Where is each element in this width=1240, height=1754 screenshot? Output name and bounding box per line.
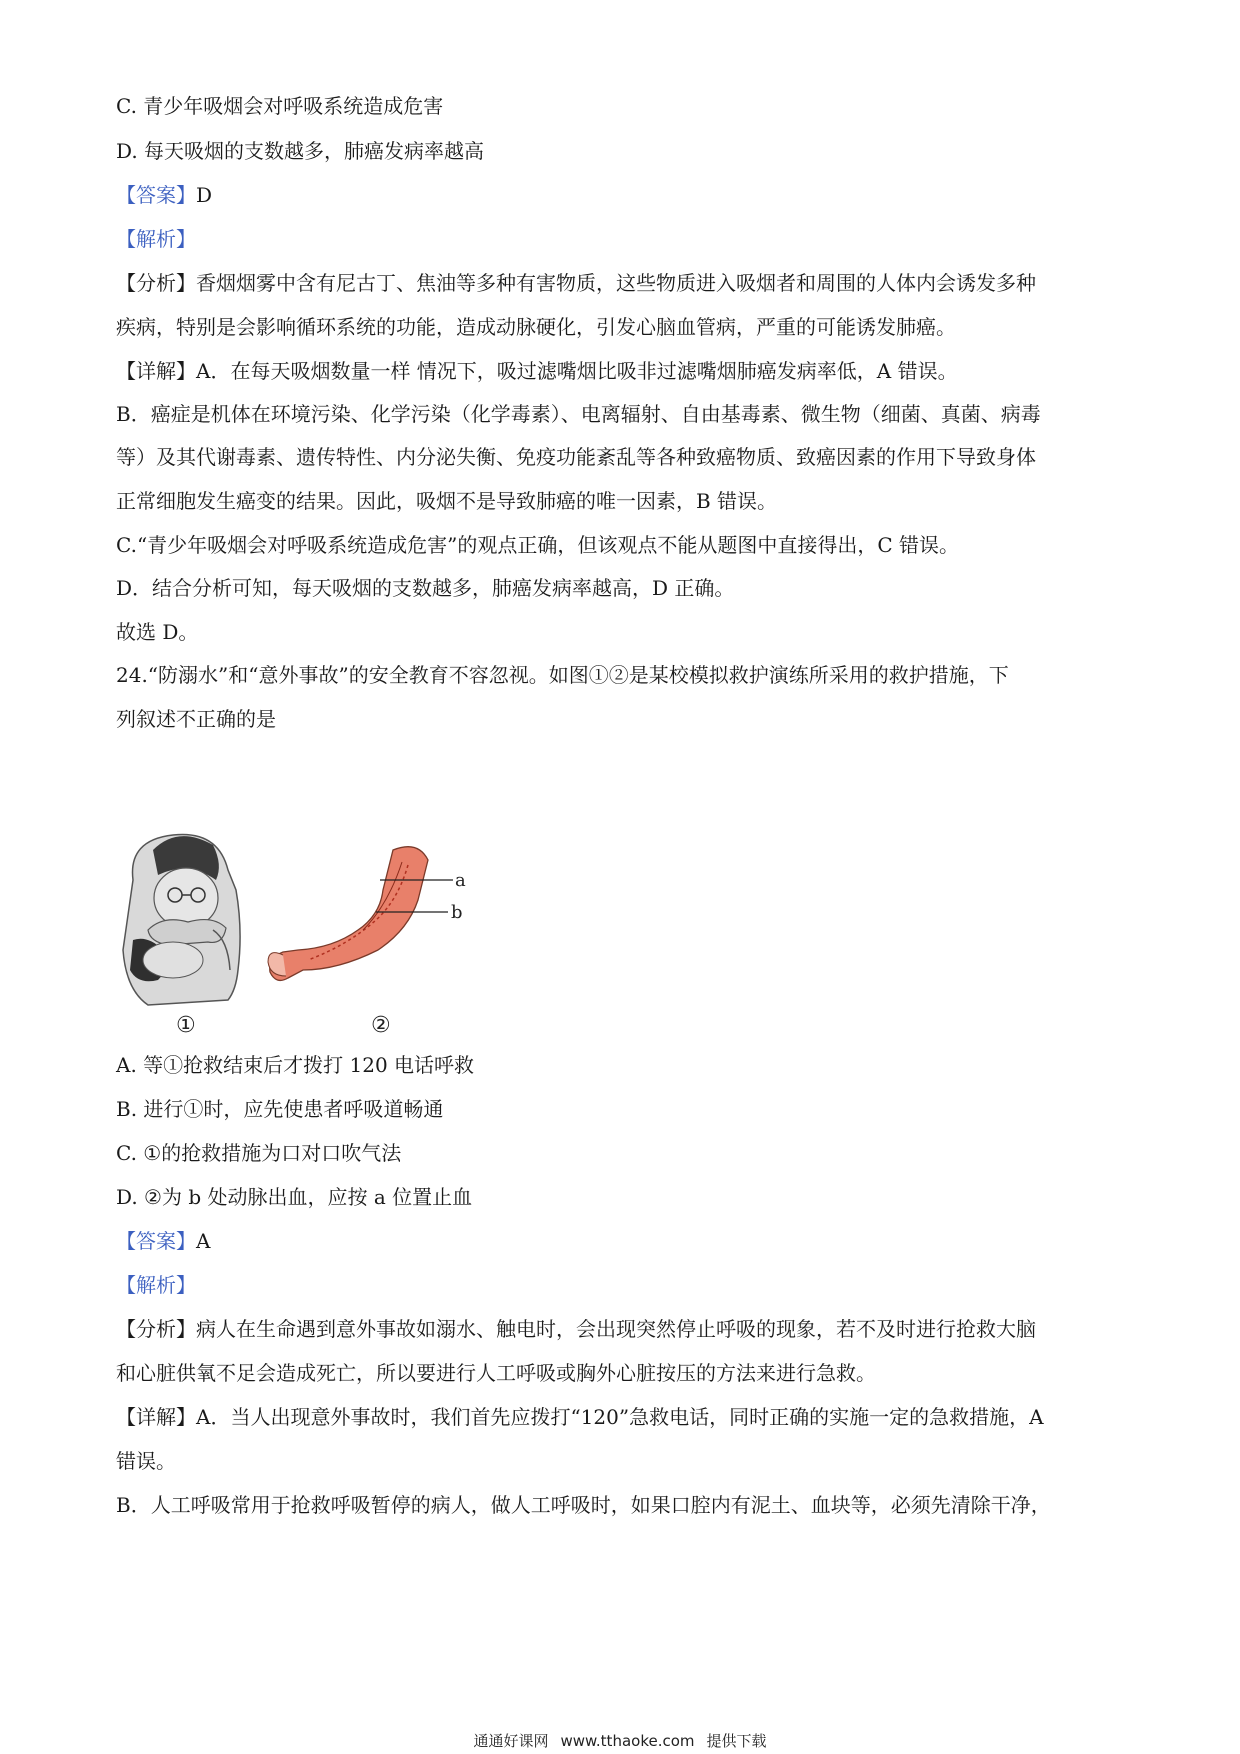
q24-option-b: B. 进行①时，应先使患者呼吸道畅通	[116, 1097, 444, 1121]
q24-analysis-tag: 【解析】	[116, 1273, 196, 1297]
answer-tag: 【答案】	[116, 183, 196, 207]
answer-tag: 【答案】	[116, 1229, 196, 1253]
q24-option-a: A. 等①抢救结束后才拨打 120 电话呼救	[116, 1053, 475, 1077]
q24-b-line-1: B．人工呼吸常用于抢救呼吸暂停的病人，做人工呼吸时，如果口腔内有泥土、血块等，必须先清除干净，	[116, 1493, 1051, 1517]
fenxi-tag: 【分析】	[116, 1317, 196, 1341]
first-aid-illustration	[118, 820, 538, 1045]
q24-stem-line-2: 列叙述不正确的是	[116, 707, 276, 731]
prev-b-line-3: 正常细胞发生癌变的结果。因此，吸烟不是导致肺癌的唯一因素，B 错误。	[116, 489, 778, 513]
footer-note: 提供下载	[706, 1732, 767, 1750]
q24-stem-line-1: 24.“防溺水”和“意外事故”的安全教育不容忽视。如图①②是某校模拟救护演练所采用的救护措施，下	[116, 663, 1009, 687]
q24-option-c: C. ①的抢救措施为口对口吹气法	[116, 1141, 402, 1165]
prev-b-line-2: 等）及其代谢毒素、遗传特性、内分泌失衡、免疫功能紊乱等各种致癌物质、致癌因素的作用下导致身体	[116, 445, 1036, 469]
prev-fenxi-line-1	[116, 269, 1036, 297]
q24-fenxi-line-2: 和心脏供氧不足会造成死亡，所以要进行人工呼吸或胸外心脏按压的方法来进行急救。	[116, 1361, 876, 1385]
prev-option-d: D. 每天吸烟的支数越多，肺癌发病率越高	[116, 139, 485, 163]
figure-label-1: ①	[176, 1013, 196, 1038]
xiangjie-text: A．在每天吸烟数量一样 情况下，吸过滤嘴烟比吸非过滤嘴烟肺癌发病率低，A 错误。	[196, 359, 958, 383]
xiangjie-tag: 【详解】	[116, 359, 196, 383]
page-footer	[0, 1730, 1240, 1751]
fenxi-text: 香烟烟雾中含有尼古丁、焦油等多种有害物质，这些物质进入吸烟者和周围的人体内会诱发多种	[196, 271, 1036, 295]
label-b: b	[451, 902, 463, 923]
q24-xiangjie-a-line-1	[116, 1403, 1044, 1431]
prev-fenxi-line-2: 疾病，特别是会影响循环系统的功能，造成动脉硬化，引发心脑血管病，严重的可能诱发肺癌。	[116, 315, 956, 339]
prev-c-line: C.“青少年吸烟会对呼吸系统造成危害”的观点正确，但该观点不能从题图中直接得出，C 错误。	[116, 533, 960, 557]
fenxi-text: 病人在生命遇到意外事故如溺水、触电时，会出现突然停止呼吸的现象，若不及时进行抢救大脑	[196, 1317, 1036, 1341]
q24-answer	[116, 1227, 210, 1255]
prev-b-line-1: B．癌症是机体在环境污染、化学污染（化学毒素）、电离辐射、自由基毒素、微生物（细菌、真菌、病毒	[116, 402, 1041, 426]
prev-d-line: D．结合分析可知，每天吸烟的支数越多，肺癌发病率越高，D 正确。	[116, 576, 735, 600]
prev-answer	[116, 181, 212, 209]
footer-url[interactable]: www.tthaoke.com	[560, 1732, 695, 1750]
answer-value: D	[196, 183, 213, 207]
q24-xiangjie-a-line-2: 错误。	[116, 1449, 176, 1473]
prev-analysis-tag: 【解析】	[116, 227, 196, 251]
footer-site-name: 通通好课网	[473, 1732, 549, 1750]
prev-option-c: C. 青少年吸烟会对呼吸系统造成危害	[116, 94, 444, 118]
q24-option-d: D. ②为 b 处动脉出血，应按 a 位置止血	[116, 1185, 473, 1209]
figure-label-2: ②	[371, 1013, 391, 1038]
xiangjie-tag: 【详解】	[116, 1405, 196, 1429]
xiangjie-text: A．当人出现意外事故时，我们首先应拨打“120”急救电话，同时正确的实施一定的急救措施，A	[196, 1405, 1044, 1429]
first-aid-figure	[118, 820, 538, 1045]
prev-xiangjie-a	[116, 357, 958, 385]
prev-conclusion: 故选 D。	[116, 620, 199, 644]
fenxi-tag: 【分析】	[116, 271, 196, 295]
label-a: a	[455, 870, 466, 891]
figure-2-arm	[268, 847, 466, 981]
q24-fenxi-line-1	[116, 1315, 1036, 1343]
answer-value: A	[196, 1229, 211, 1253]
figure-1-rescue-breathing	[123, 834, 240, 1005]
